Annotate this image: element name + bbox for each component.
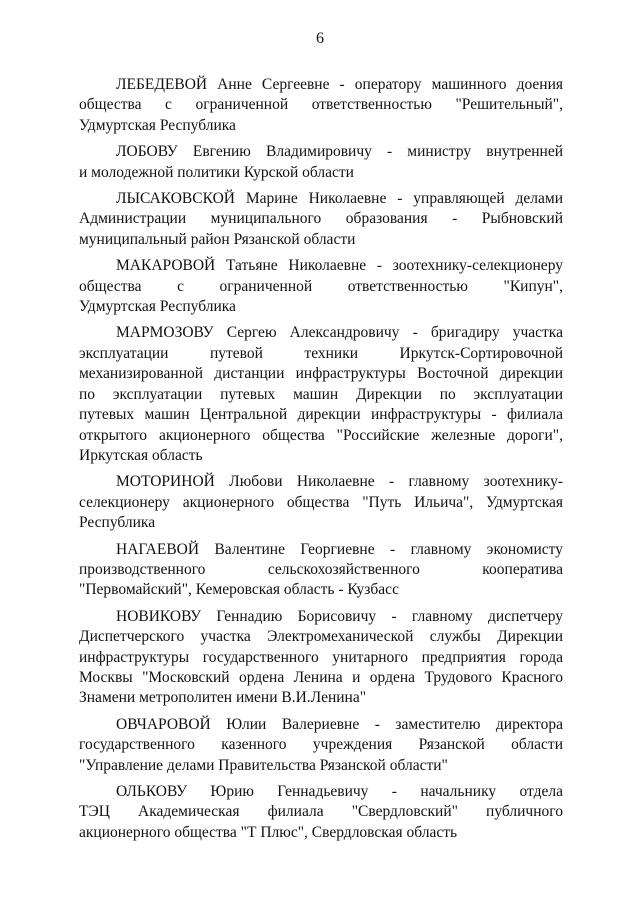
entry-line: Удмуртская Республика xyxy=(79,116,236,134)
entry-first-line: НОВИКОВУ Геннадию Борисовичу - главному диспетчеру xyxy=(116,607,563,625)
entry-line: государственного казенного учреждения Рязанской области xyxy=(79,736,563,754)
entry-line: производственного сельскохозяйственного кооператива xyxy=(79,560,563,578)
award-entry xyxy=(79,540,563,601)
entry-first-line: ОЛЬКОВУ Юрию Геннадьевичу - начальнику отдела xyxy=(116,783,563,800)
entry-line: механизированной дистанции инфраструктуры Восточной дирекции xyxy=(79,365,563,383)
award-entry xyxy=(79,256,563,317)
award-entry xyxy=(79,189,563,250)
entry-line: "Первомайский", Кемеровская область - Кузбасс xyxy=(79,581,399,599)
entry-line: Республика xyxy=(79,514,156,532)
award-entry xyxy=(79,142,563,183)
entry-first-line: ЛОБОВУ Евгению Владимировичу - министру внутренней xyxy=(116,143,563,161)
entry-line: инфраструктуры государственного унитарного предприятия города xyxy=(79,648,563,666)
award-entry xyxy=(79,715,563,776)
award-entry xyxy=(79,75,563,136)
entry-first-line: МАКАРОВОЙ Татьяне Николаевне - зоотехнику-селекционеру xyxy=(116,257,563,275)
award-entry xyxy=(79,472,563,533)
award-entry xyxy=(79,607,563,709)
entry-line: и молодежной политики Курской области xyxy=(79,163,354,181)
award-entry xyxy=(79,323,563,466)
entry-line: Москвы "Московский ордена Ленина и ордена Трудового Красного xyxy=(79,668,563,686)
entry-first-line: МОТОРИНОЙ Любови Николаевне - главному зоотехнику- xyxy=(116,473,563,491)
entry-first-line: ЛЕБЕДЕВОЙ Анне Сергеевне - оператору машинного доения xyxy=(116,76,563,93)
entry-line: Удмуртская Республика xyxy=(79,298,236,316)
entry-line: общества с ограниченной ответственностью "Кипун", xyxy=(79,277,563,295)
entry-line: муниципальный район Рязанской области xyxy=(79,230,356,248)
award-entry xyxy=(79,782,563,843)
entry-line: общества с ограниченной ответственностью "Решительный", xyxy=(79,96,563,114)
entry-line: Администрации муниципального образования - Рыбновский xyxy=(79,210,563,228)
entry-line: "Управление делами Правительства Рязанской области" xyxy=(79,756,448,774)
award-list xyxy=(79,75,563,849)
entry-first-line: НАГАЕВОЙ Валентине Георгиевне - главному экономисту xyxy=(116,540,563,558)
entry-first-line: ЛЫСАКОВСКОЙ Марине Николаевне - управляющей делами xyxy=(116,190,563,208)
entry-first-line: ОВЧАРОВОЙ Юлии Валериевне - заместителю директора xyxy=(116,715,563,733)
page-number: 6 xyxy=(316,30,324,47)
entry-line: ТЭЦ Академическая филиала "Свердловский" публичного xyxy=(79,803,563,821)
entry-line: эксплуатации путевой техники Иркутск-Сортировочной xyxy=(79,344,563,362)
entry-line: акционерного общества "Т Плюс", Свердловская область xyxy=(79,823,458,841)
entry-line: Знамени метрополитен имени В.И.Ленина" xyxy=(79,689,367,707)
entry-line: Диспетчерского участка Электромеханической службы Дирекции xyxy=(79,628,563,646)
entry-line: селекционеру акционерного общества "Путь Ильича", Удмуртская xyxy=(79,493,563,511)
entry-first-line: МАРМОЗОВУ Сергею Александровичу - бригадиру участка xyxy=(116,324,563,342)
entry-line: по эксплуатации путевых машин Дирекции по эксплуатации xyxy=(79,385,563,403)
entry-line: путевых машин Центральной дирекции инфраструктуры - филиала xyxy=(79,406,563,424)
entry-line: открытого акционерного общества "Российские железные дороги", xyxy=(79,426,563,444)
entry-line: Иркутская область xyxy=(79,446,203,464)
